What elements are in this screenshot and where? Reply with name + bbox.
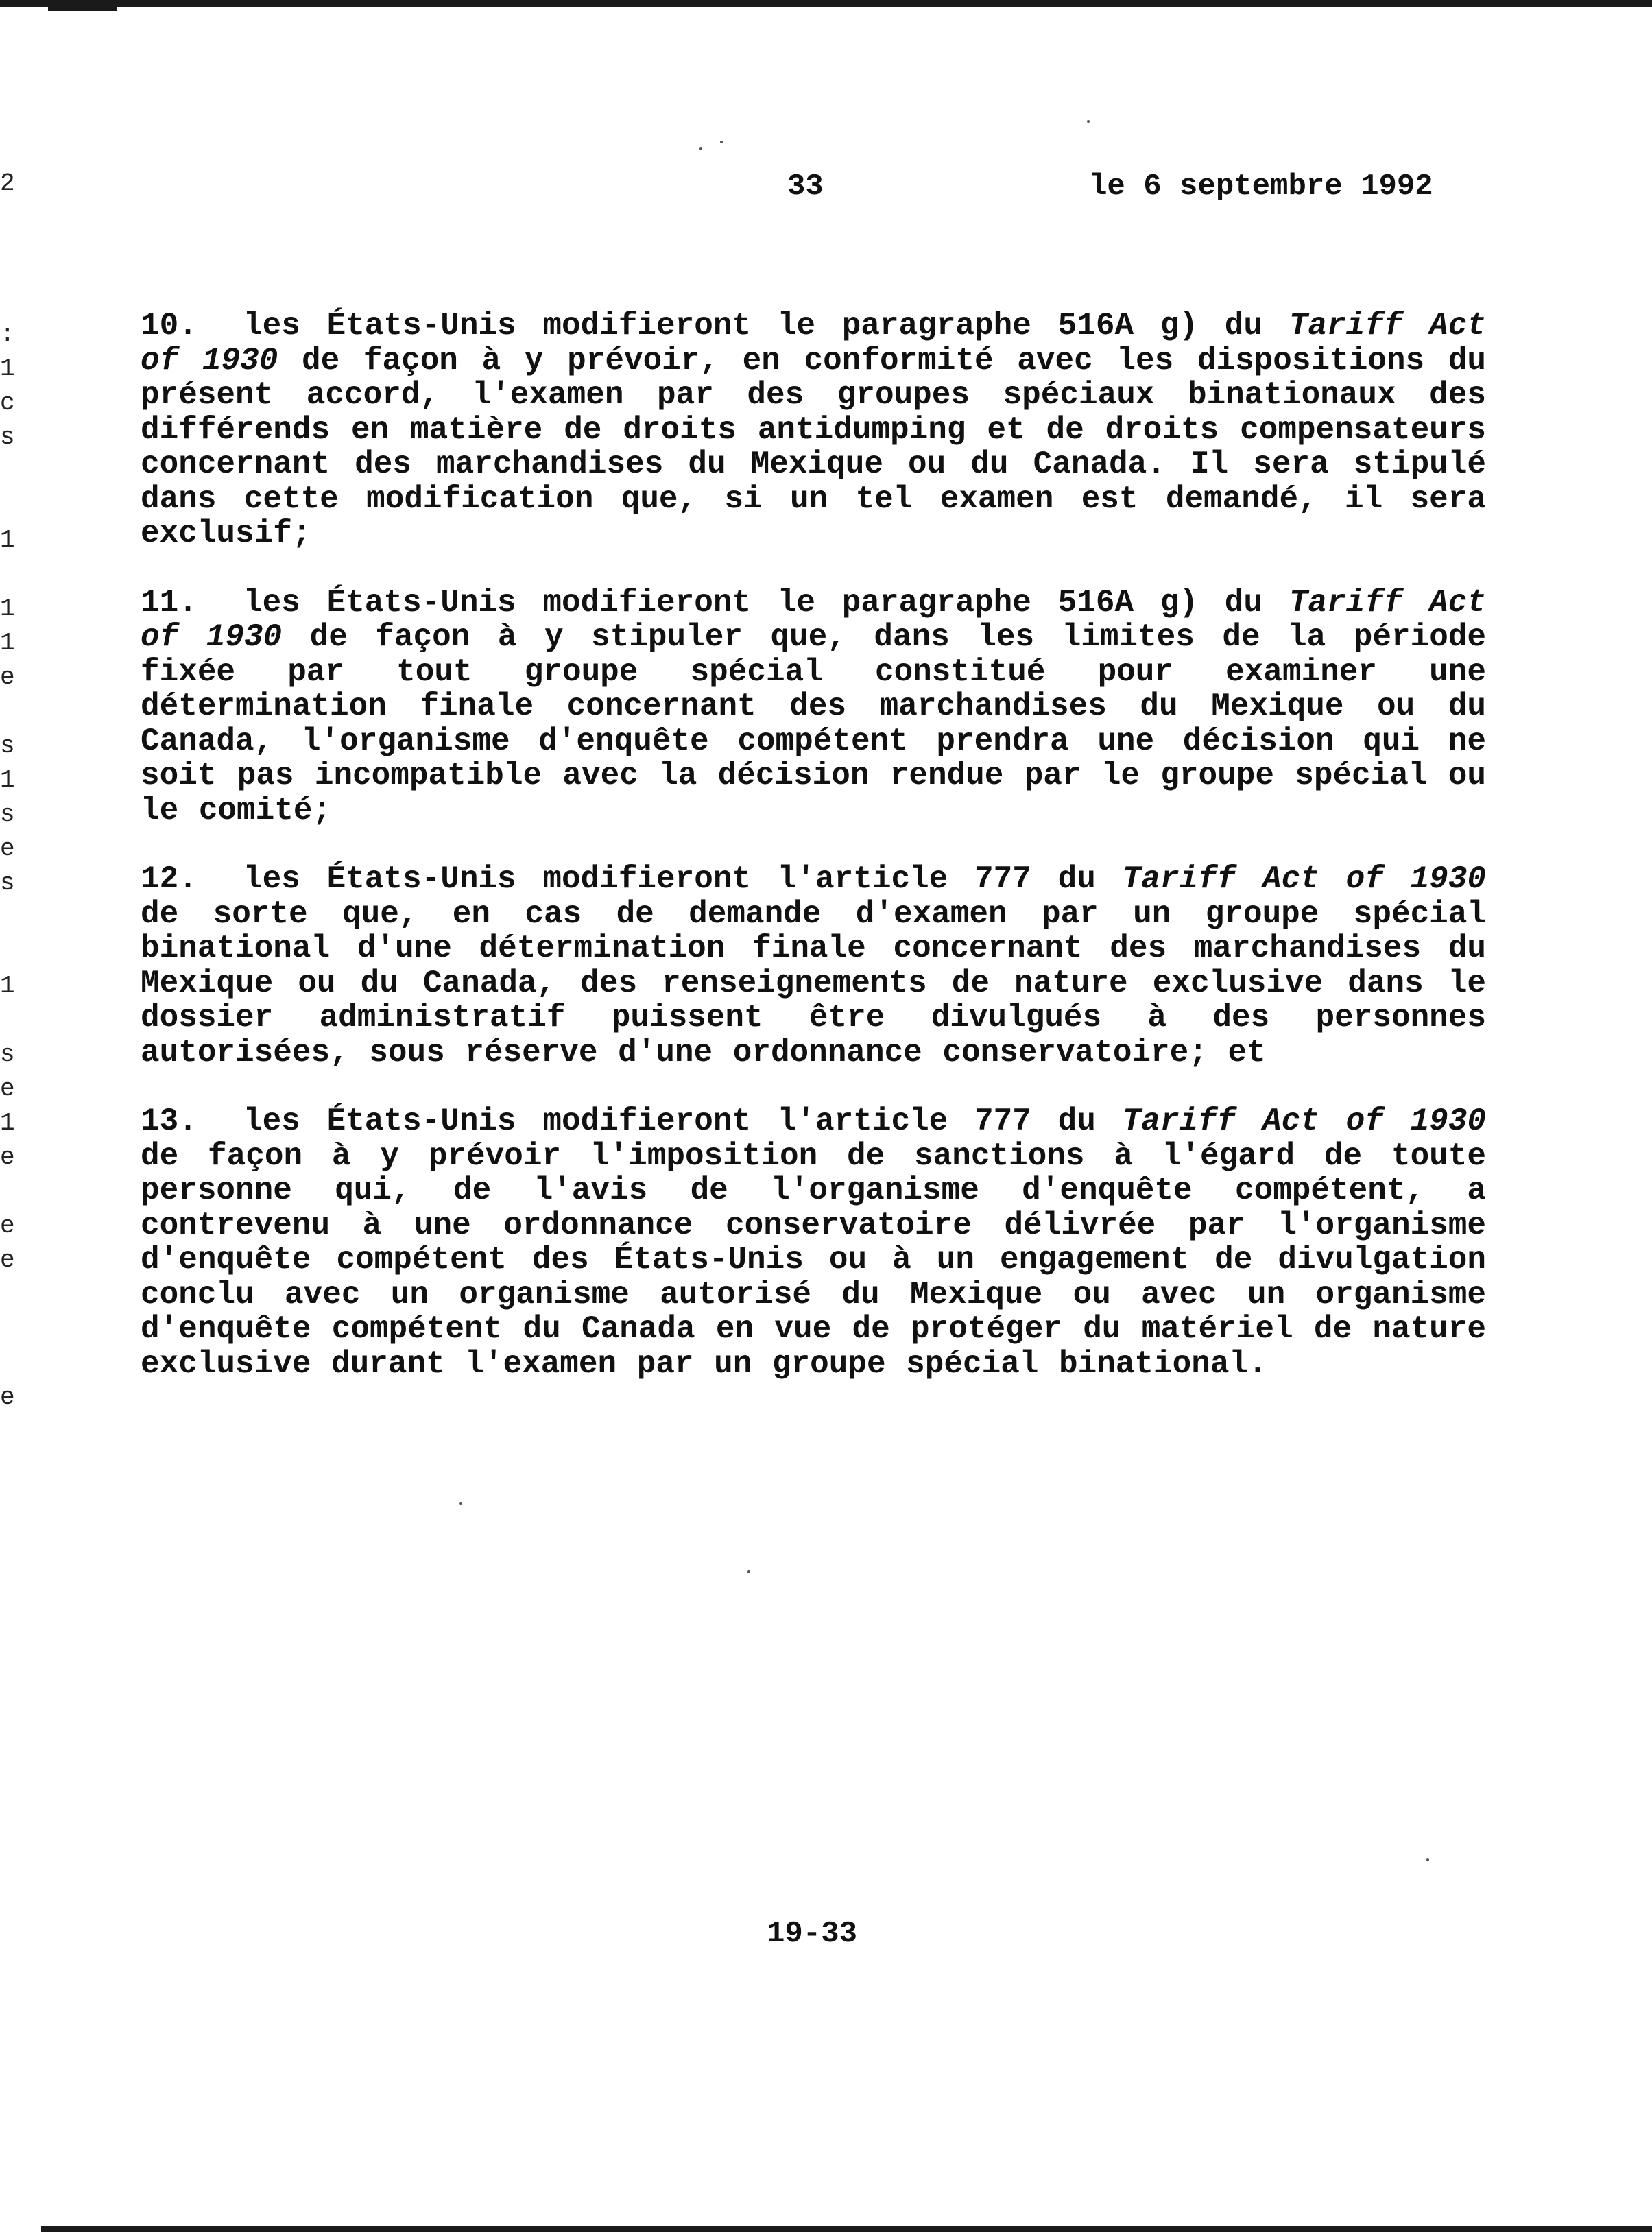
paragraph-12 bbox=[141, 862, 1486, 1070]
margin-mark: s bbox=[0, 732, 15, 760]
paragraph-10 bbox=[141, 309, 1486, 551]
paragraph-text: de façon à y prévoir, en conformité avec les dispositions du présent accord, l'examen par des groupes spéciaux binationaux des différends en matière de droits antidumping et de droits compensateurs concernant des marchandises du Mexique ou du Canada. Il sera stipulé dans cette modification que, si un tel examen est demandé, il sera exclusif; bbox=[141, 342, 1487, 551]
scan-edge-bottom bbox=[41, 2226, 1652, 2232]
margin-mark: s bbox=[0, 423, 15, 451]
page-header bbox=[0, 169, 1652, 211]
margin-mark: e bbox=[0, 1383, 15, 1411]
margin-mark: s bbox=[0, 800, 15, 828]
margin-mark: s bbox=[0, 1040, 15, 1068]
paragraph-number: 11. bbox=[141, 584, 197, 621]
paragraph-text: les États-Unis modifieront le paragraphe 516A g) du bbox=[243, 584, 1289, 621]
margin-mark: : bbox=[0, 320, 15, 348]
margin-mark: e bbox=[0, 1246, 15, 1274]
margin-mark: 1 bbox=[0, 1109, 15, 1137]
paragraph-number: 10. bbox=[141, 308, 197, 344]
paragraph-text: de façon à y stipuler que, dans les limites de la période fixée par tout groupe spécial constitué pour examiner une détermination finale concernant des marchandises du Mexique ou du Canada, l'organisme d'enquête compétent prendra une décision qui ne soit pas incompatible avec la décision rendue par le groupe spécial ou le comité; bbox=[141, 619, 1487, 828]
left-margin-marks bbox=[0, 171, 14, 1474]
scan-speck bbox=[459, 1502, 462, 1505]
page-number: 33 bbox=[787, 169, 824, 204]
margin-mark: 1 bbox=[0, 595, 15, 623]
margin-mark: 1 bbox=[0, 766, 15, 794]
scan-edge-top-notch bbox=[48, 0, 117, 11]
scan-speck bbox=[1426, 1858, 1429, 1861]
margin-mark: 1 bbox=[0, 629, 15, 657]
scan-speck bbox=[699, 147, 702, 150]
scan-edge-top bbox=[0, 0, 1652, 7]
footer-page-reference: 19-33 bbox=[767, 1917, 858, 1951]
margin-mark: 2 bbox=[0, 169, 15, 198]
paragraph-text: les États-Unis modifieront l'article 777 du bbox=[243, 1103, 1123, 1139]
margin-mark: e bbox=[0, 663, 15, 691]
paragraph-text: de sorte que, en cas de demande d'examen par un groupe spécial binational d'une détermination finale concernant des marchandises du Mexique ou du Canada, des renseignements de nature exclusive dans le dossier administratif puissent être divulgués à des personnes autorisées, sous réserve d'une ordonnance conservatoire; et bbox=[141, 896, 1486, 1071]
margin-mark: e bbox=[0, 1143, 15, 1171]
margin-mark: 1 bbox=[0, 526, 15, 554]
paragraph-text: les États-Unis modifieront le paragraphe 516A g) du bbox=[243, 308, 1289, 344]
act-title: Tariff Act of 1930 bbox=[1122, 861, 1486, 897]
margin-mark: 1 bbox=[0, 972, 15, 1000]
paragraph-text: les États-Unis modifieront l'article 777 du bbox=[243, 861, 1123, 897]
margin-mark: e bbox=[0, 835, 15, 863]
margin-mark: s bbox=[0, 869, 15, 897]
scan-speck bbox=[747, 1570, 750, 1573]
paragraph-13 bbox=[141, 1104, 1486, 1381]
margin-mark: e bbox=[0, 1075, 15, 1103]
act-title: Tariff Act of 1930 bbox=[141, 584, 1486, 655]
scan-speck bbox=[1087, 120, 1090, 123]
margin-mark: c bbox=[0, 389, 15, 417]
paragraph-text: de façon à y prévoir l'imposition de sanctions à l'égard de toute personne qui, de l'avis de l'organisme d'enquête compétent, a contrevenu à une ordonnance conservatoire délivrée par l'organisme d'enquête compétent des États-Unis ou à un engagement de divulgation conclu avec un organisme autorisé du Mexique ou avec un organisme d'enquête compétent du Canada en vue de protéger du matériel de nature exclusive durant l'examen par un groupe spécial binational. bbox=[141, 1138, 1486, 1382]
act-title: Tariff Act of 1930 bbox=[1122, 1103, 1486, 1139]
margin-mark: 1 bbox=[0, 355, 15, 383]
header-date: le 6 septembre 1992 bbox=[1089, 169, 1433, 204]
act-title: Tariff Act of 1930 bbox=[141, 308, 1486, 379]
document-body bbox=[141, 309, 1486, 1415]
paragraph-11 bbox=[141, 586, 1486, 828]
margin-mark: e bbox=[0, 1212, 15, 1240]
scan-speck bbox=[720, 141, 723, 143]
paragraph-number: 13. bbox=[141, 1103, 197, 1139]
paragraph-number: 12. bbox=[141, 861, 197, 897]
